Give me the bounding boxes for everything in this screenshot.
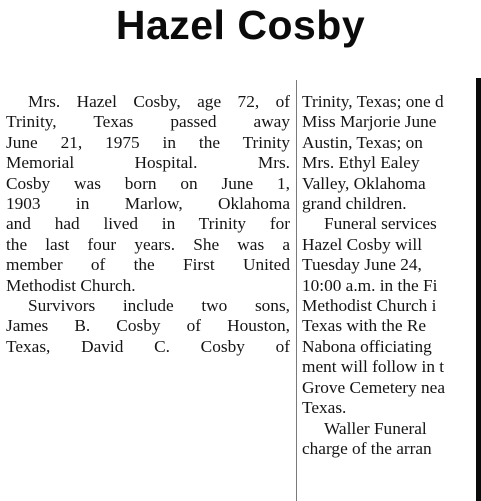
text-line: ment will follow in t [302,357,445,377]
text-line: grand children. [302,194,407,214]
text-line: Tuesday June 24, [302,255,422,275]
obituary-right-column [302,92,478,459]
obituary-headline: Hazel Cosby [115,2,366,48]
scan-edge-border [476,78,481,501]
text-line: charge of the arran [302,438,432,458]
text-line: James B. Cosby of Houston, [6,316,290,336]
column-divider [296,80,297,501]
text-line: Waller Funeral [324,418,427,438]
text-line: Texas. [302,398,347,418]
text-line: Memorial Hospital. Mrs. [6,153,290,173]
text-line: Miss Marjorie June [302,112,437,132]
text-line: Methodist Church. [6,275,136,295]
text-line: the last four years. She was a [6,234,290,254]
text-line: 1903 in Marlow, Oklahoma [6,194,290,214]
text-line: Methodist Church i [302,296,437,316]
text-line: Texas with the Re [302,316,427,336]
text-line: Survivors include two sons, [28,296,290,316]
text-line: Texas, David C. Cosby of [6,336,290,356]
text-line: June 21, 1975 in the Trinity [6,132,290,152]
text-line: 10:00 a.m. in the Fi [302,275,438,295]
text-line: Nabona officiating [302,336,432,356]
text-line: Trinity, Texas passed away [6,112,290,132]
text-line: Valley, Oklahoma [302,173,426,193]
text-line: Cosby was born on June 1, [6,173,290,193]
text-line: Funeral services [324,214,437,234]
text-line: Grove Cemetery nea [302,377,445,397]
text-line: Mrs. Hazel Cosby, age 72, of [28,92,290,111]
text-line: member of the First United [6,255,290,275]
text-line: and had lived in Trinity for [6,214,290,234]
text-line: Mrs. Ethyl Ealey [302,153,420,173]
text-line: Trinity, Texas; one d [302,92,444,111]
obituary-left-column [6,92,290,357]
text-line: Austin, Texas; on [302,132,423,152]
text-line: Hazel Cosby will [302,234,422,254]
